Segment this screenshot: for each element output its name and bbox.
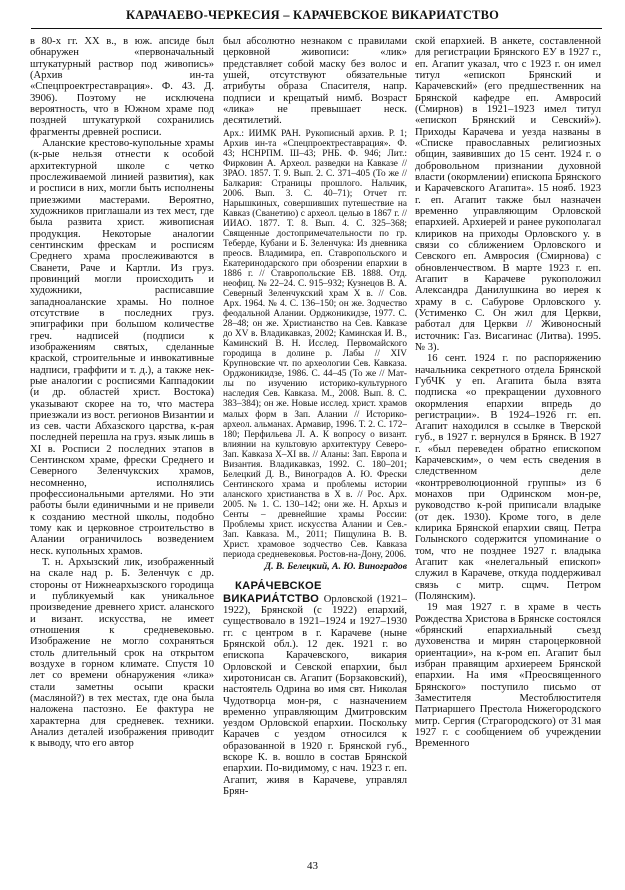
header-rule (31, 28, 602, 29)
paragraph: был абсолютно незнаком с правилами церковной живописи: «лик» представляет собой маску без волос и ушей, отсутствуют обязательные атрибуты образа Спасителя, напр. подписи и крещатый нимб. Возраст «лика» не превышает неск. десятилетий. (223, 36, 407, 127)
text-column-1 (30, 36, 214, 850)
running-title: КАРАЧАЕВО-ЧЕРКЕСИЯ – КАРАЧЕВСКОЕ ВИКАРИАТСТВО (125, 8, 500, 22)
paragraph: в 80-х гг. XX в., в юж. апсиде был обнаружен «первоначальный штукатурный раствор под живопись» (Архив ин-та «Спецпроектреставрация». Ф. 43. Д. 3906). Поэтому не исключена вероятность, что в Южном храме под поздней штукатуркой сохранились фрагменты древней росписи. (30, 36, 214, 138)
text-column-3 (415, 36, 601, 850)
paragraph: Аланские крестово-купольные храмы (к-рые нельзя отнести к особой архитектурной школе с четко прослеживаемой линией развития), как и росписи в них, могли быть исполнены приезжими мастерами. Вероятно, художников приглашали из тех мест, где была развита христ. живописная продукция. Некоторые аналогии сентинским фрескам и росписям Среднего храма прослеживаются в Сванети, Раче и Картли. Из груз. провинций могли происходить и художники, расписавшие западноаланские храмы. Но полное отсутствие в последних груз. эпиграфики при большом количестве греч. надписей (подписи к изображениям святых, сделанные краской, строительные и инвокативные надписи, граффити и т. д.), а также нек-рые аналогии с росписями Каппадокии (и др. областей христ. Востока) указывают скорее на то, что мастера приезжали из вост. регионов Византии и из сев. части Абхазского царства, к-рая последней перешла на груз. язык лишь в XI в. Росписи 2 последних этапов в Сентинском храме, фрески Среднего и Северного Зеленчукских храмов, несомненно, исполнялись профессиональными артелями. Но эти работы были единичными и не привели к созданию местной школы, подобно тому как и церковное строительство в Алании ограничилось возведением неск. купольных храмов. (30, 137, 214, 557)
references-block: Арх.: ИИМК РАН. Рукописный архив. Р. 1; Архив ин-та «Спецпроектреставрация». Ф. 43; НСНРПМ. Ш–43; РНБ. Ф. 946; Лит.: Фирковин А. Археол. разведки на Кавказе // ЗРАО. 1857. Т. 9. Вып. 2. С. 371–405 (То же // Балкария: Страницы прошлого. Нальчик, 2006. Вып. 3. С. 40–71); Отчет гг. Нарышкиных, совершивших путешествие на Кавказ (Сванетию) с археол. целью в 1867 г. // ИИАО. 1877. Т. 8. Вып. 4. С. 325–368; Священные достопримечательности по гр. Теберде, Кубани и Б. Зеленчука: Из дневника преосв. Владимира, еп. Ставропольского и Екатеринодарского при обозрении епархии в 1886 г. // Ставропольские ЕВ. 1888. Отд. неофиц. № 22–24. С. 915–932; Кузнецов В. А. Северный Зеленчукский храм X в. // Сов. Арх. 1964. № 4. С. 136–150; он же. Зодчество феодальной Алании. Орджоникидзе, 1977. С. 28–48; он же. Христианство на Сев. Кавказе до XV в. Владикавказ, 2002; Каминская И. В., Каминский В. Н. Исслед. Первомайского городища в долине р. Лабы // XIV Крупновские чт. по археологии Сев. Кавказа. Орджоникидзе, 1986. С. 44–45 (То же // Мат-лы по изучению историко-культурного наследия Сев. Кавказа. М., 2008. Вып. 8. С. 383–384); он же. Новые исслед. христ. храмов малых форм в Зап. Алании // Историко-археол. альманах. Армавир, 1996. Т. 2. С. 172–180; Перфильева Л. А. К вопросу о визант. влиянии на культовую архитектуру Северо-Зап. Кавказа X–XI вв. // Аланы: Зап. Европа и Византия. Владикавказ, 1992. С. 180–201; Белецкий Д. В., Виноградов А. Ю. Фрески Сентинского храма и проблемы истории аланского христианства в X в. // Рос. Арх. 2005. № 1. С. 130–142; они же. Н. Архыз и Сенты – древнейшие храмы России: Проблемы христ. искусства Алании и Сев.-Зап. Кавказа. М., 2011; Пищулина В. В. Христ. храмовое зодчество Сев. Кавказа периода средневековья. Ростов-на-Дону, 2006. (223, 128, 407, 560)
text-column-2 (223, 36, 407, 850)
paragraph: 19 мая 1927 г. в храме в честь Рождества Христова в Брянске состоялся «брянский епархиальный съезд духовенства и мирян староцерковной ориентации», на к-ром еп. Агапит был избран правящим архиереем Брянской епархии. На имя «Преосвященного Брянского» поступило письмо от Заместителя Местоблюстителя Патриаршего Престола Нижегородского митр. Сергия (Страгородского) от 31 мая 1927 г. с сообщением об учреждении Временного (415, 602, 601, 750)
paragraph: 16 сент. 1924 г. по распоряжению начальника секретного отдела Брянской ГубЧК у еп. Агапита была взята подписка «о прекращении духовного окормления епархии впредь до регистрации». В 1924–1926 гг. еп. Агапит находился в ссылке в Тверской губ., в 1927 г. вернулся в Брянск. В 1927 г. «был переведен обратно епископом Карачевским», о чем есть сведения в следственном деле «контрреволюционной группы» из 6 монахов при Одринском мон-ре, руководство к-рой приписали владыке (от дек. 1930). Кроме того, в деле клирика Брянской епархии свящ. Петра Голынского содержится упоминание о том, что не позднее 1927 г. владыка Агапит как «нелегальный епископ» служил в Карачеве, откуда поддерживал связь с митр. сщмч. Петром (Полянским). (415, 353, 601, 603)
entry-text: Орловской (1921–1922), Брянской (с 1922) епархий, существовало в 1921–1924 и 1927–1930 гг. с центром в г. Карачеве (ныне Брянской обл.). 12 дек. 1921 г. во епископа Карачевского, викария Орловской и Севской епархии, был хиротонисан св. Агапит (Борзаковский), настоятель Одрина во имя свт. Николая Чудотворца мон-ря, с назначением временно управляющим Дмитровским уездом Орловской епархии. Поскольку Карачев с уездом относился к образованной в 1920 г. Брянской губ., вскоре К. в. вошло в состав Брянской епархии. По-видимому, с нач. 1923 г. еп. Агапит, живя в Карачеве, управлял Брян- (223, 593, 407, 798)
running-header (0, 0, 625, 31)
paragraph: ской епархией. В анкете, составленной для регистрации Брянского ЕУ в 1927 г., еп. Агапит указал, что с 1923 г. он имел титул «епископ Брянский и Карачевский» (его предшественник на Брянской кафедре еп. Амвросий (Смирнов) в 1921–1923 имел титул «епископ Брянский и Севский»). Приходы Карачева и уезда названы в «Списке православных религиозных общин, заявивших до 15 сент. 1924 г. о добровольном признании духовной власти (окормлении) епископа Брянского и Карачевского Агапита». 15 нояб. 1923 г. еп. Агапит также был назначен временно управляющим Орловской епархией. Архиерей и ранее рукополагал клириков на приходы Орловского у. в связи со сближением Орловского и Севского еп. Амвросия (Смирнова) с обновленчеством. В марте 1923 г. еп. Агапит в Карачеве рукоположил Александра Данилушкина во иерея к храму в с. Сабурове Орловского у. (Устименко С. Он жил для Церкви, работал для Церкви // Живоносный источник: Газ. Висагинас (Литва). 1995. № 3). (415, 36, 601, 353)
article-authors: Д. В. Белецкий, А. Ю. Виноградов (264, 560, 407, 572)
entry-headword: КАРА́ЧЕВСКОЕ ВИКАРИА́ТСТВО (223, 580, 322, 605)
page-number: 43 (307, 860, 318, 872)
paragraph: Т. н. Архызский лик, изображенный на скале над р. Б. Зеленчук с др. стороны от Нижнеархызского городища и публикуемый как уникальное произведение древнего христ. аланского и визант. искусства, не имеет отношения к средневековью. Изображение не могло сохраняться столь длительный срок на открытом воздухе в горном климате. Спустя 10 лет со времени обнаружения «лика» стали заметны осыпи краски (масляной?) в тех местах, где она была наложена пастозно. Ее фактура не характерна для средневек. техники. Анализ деталей изображения приводит к выводу, что его автор (30, 557, 214, 750)
